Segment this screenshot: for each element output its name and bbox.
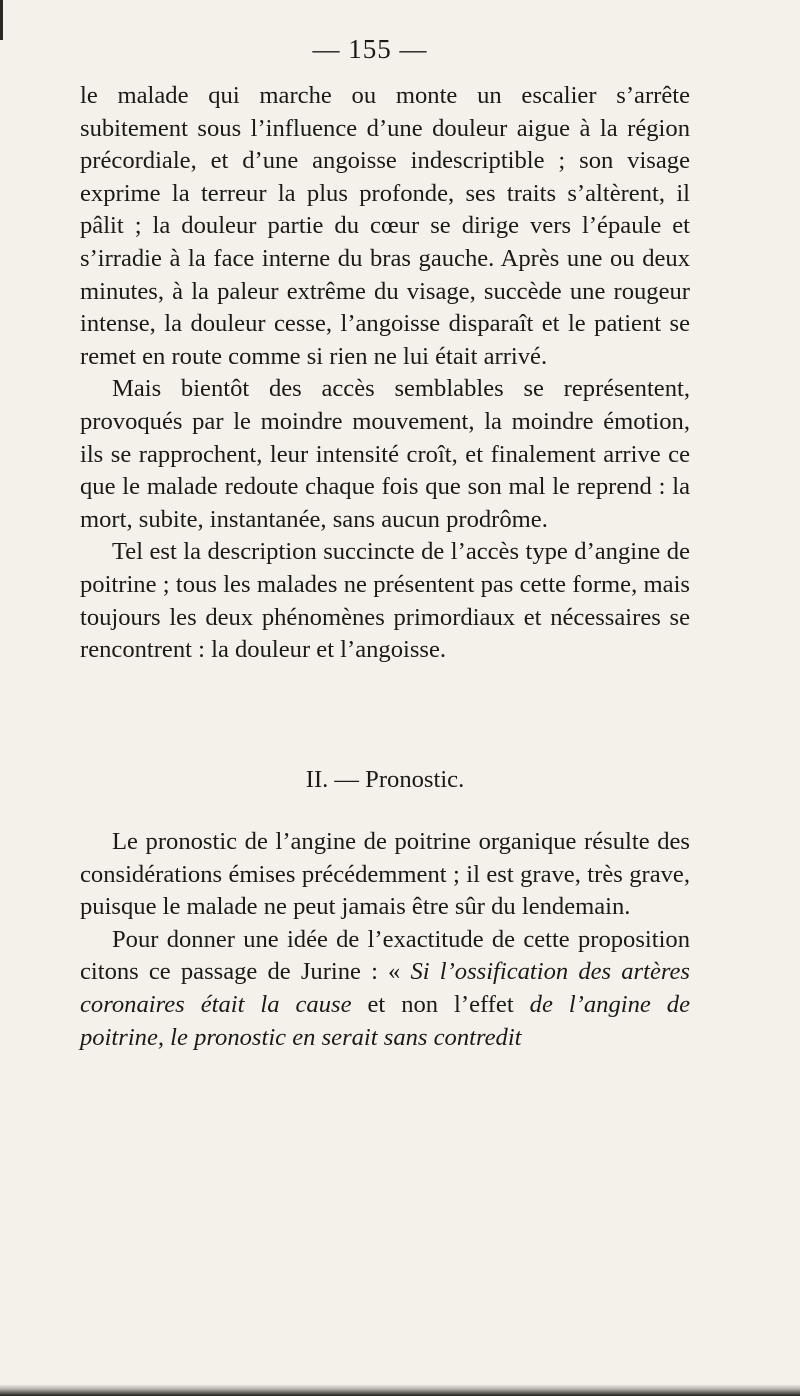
page-number: — 155 —: [312, 34, 428, 64]
quote-italic-text: Si l’ossification des artères coronaires était la cause: [80, 958, 691, 1018]
body-text-bottom: [80, 826, 690, 1054]
paragraph-with-quote: [80, 924, 690, 1054]
paragraph: Tel est la description succincte de l’accès type d’angine de poitrine ; tous les malades ne présentent pas cette forme, mais toujours les deux phénomènes primordiaux et nécessaires se rencontrent : la douleur et l’angoisse.: [80, 538, 690, 664]
quote-lead-text: Pour donner une idée de l’exactitude de cette proposition citons ce passage de Jurine : «: [80, 925, 690, 986]
paragraph: Le pronostic de l’angine de poitrine organique résulte des considérations émises précédemment ; il est grave, très grave, puisque le malade ne peut jamais être sûr du lendemain.: [80, 828, 690, 921]
body-text-top: [80, 80, 690, 667]
section-heading: II. — Pronostic.: [305, 766, 465, 793]
paragraph: Mais bientôt des accès semblables se représentent, provoqués par le moindre mouvement, la moindre émotion, ils se rapprochent, leur intensité croît, et finalement arrive ce que le malade redoute chaque fois que son mal le reprend : la mort, subite, instantanée, sans aucun prodrôme.: [80, 375, 690, 533]
quote-plain-text: et non l’effet: [351, 990, 530, 1018]
page-bottom-edge: [0, 1384, 800, 1396]
paragraph-continuation: le malade qui marche ou monte un escalier s’arrête subitement sous l’influence d’une douleur aigue à la région précordiale, et d’une angoisse indescriptible ; son visage exprime la terreur la plus profonde, ses traits s’altèrent, il pâlit ; la douleur partie du cœur se dirige vers l’épaule et s’irradie à la face interne du bras gauche. Après une ou deux minutes, à la paleur extrême du visage, succède une rougeur intense, la douleur cesse, l’angoisse disparaît et le patient se remet en route comme si rien ne lui était arrivé.: [80, 82, 690, 370]
quote-italic-text: de l’angine de poitrine, le pronostic en serait sans contredit: [80, 990, 690, 1051]
